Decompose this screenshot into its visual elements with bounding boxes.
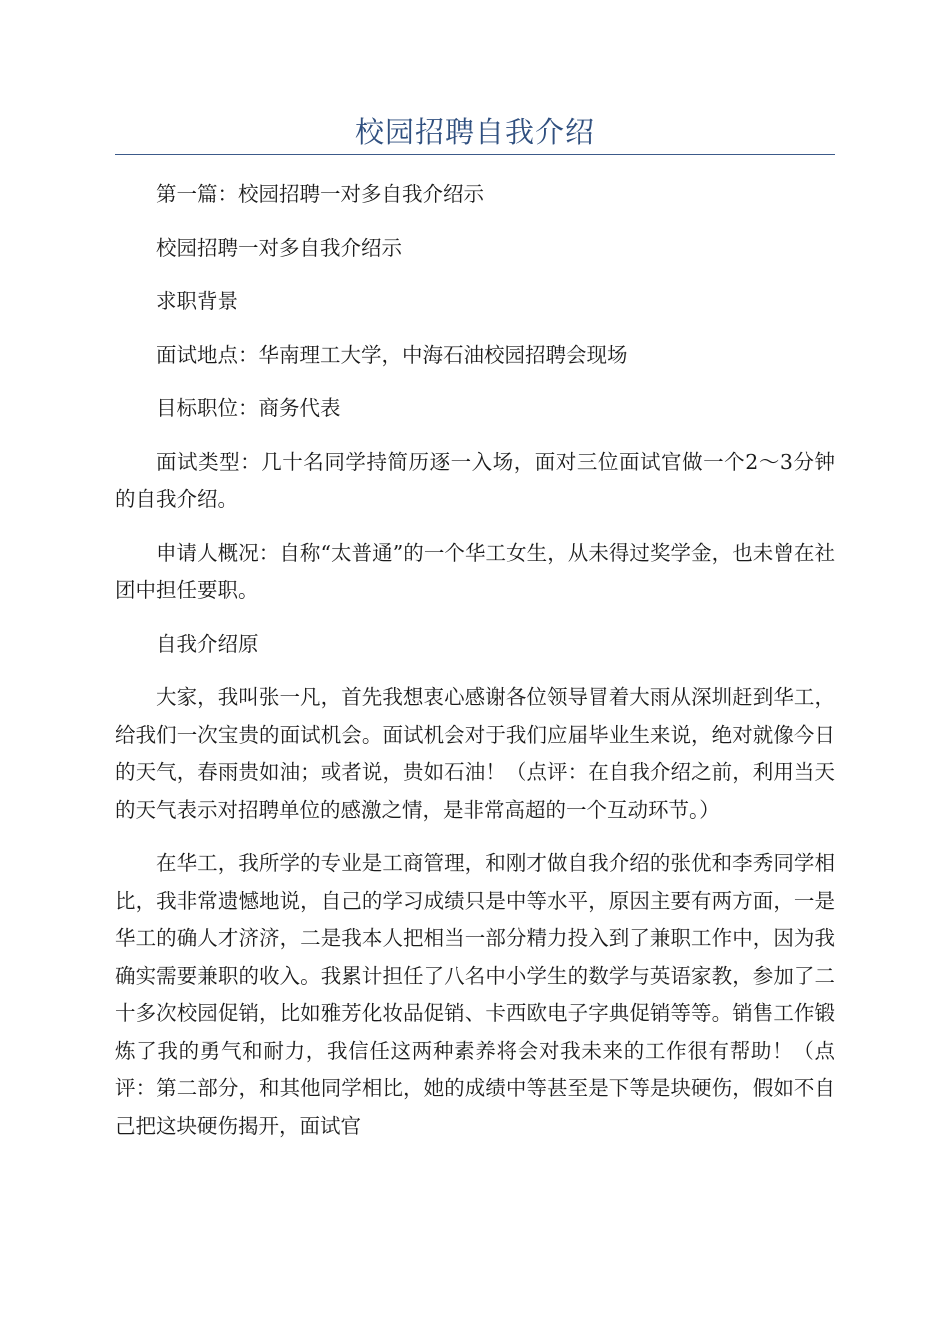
paragraph-self-intro-opening: 大家，我叫张一凡，首先我想衷心感谢各位领导冒着大雨从深圳赶到华工，给我们一次宝贵的面试机会。面试机会对于我们应届毕业生来说，绝对就像今日的天气，春雨贵如油；或者说，贵如石油！（点评：在自我介绍之前，利用当天的天气表示对招聘单位的感激之情，是非常高超的一个互动环节。）	[115, 685, 835, 822]
document-title: 校园招聘自我介绍	[354, 115, 595, 149]
title-underline	[115, 154, 835, 155]
paragraph-target-position: 目标职位：商务代表	[156, 396, 341, 420]
paragraph-background-heading: 求职背景	[156, 289, 238, 313]
paragraph-interview-type: 面试类型：几十名同学持简历逐一入场，面对三位面试官做一个2～3分钟的自我介绍。	[115, 449, 835, 511]
paragraph-applicant-profile: 申请人概况：自称“太普通”的一个华工女生，从未得过奖学金，也未曾在社团中担任要职。	[115, 540, 835, 602]
document-body	[115, 176, 835, 1161]
paragraph-heading-part-one: 第一篇：校园招聘一对多自我介绍示	[156, 182, 484, 206]
paragraph-self-intro-study: 在华工，我所学的专业是工商管理，和刚才做自我介绍的张优和李秀同学相比，我非常遗憾地说，自己的学习成绩只是中等水平，原因主要有两方面，一是华工的确人才济济，二是我本人把相当一部分精力投入到了兼职工作中，因为我确实需要兼职的收入。我累计担任了八名中小学生的数学与英语家教，参加了二十多次校园促销，比如雅芳化妆品促销、卡西欧电子字典促销等等。销售工作锻炼了我的勇气和耐力，我信任这两种素养将会对我未来的工作很有帮助！（点评：第二部分，和其他同学相比，她的成绩中等甚至是下等是块硬伤，假如不自己把这块硬伤揭开，面试官	[115, 851, 835, 1138]
paragraph-subtitle: 校园招聘一对多自我介绍示	[156, 235, 402, 260]
paragraph-self-intro-heading: 自我介绍原	[156, 631, 259, 656]
paragraph-interview-location: 面试地点：华南理工大学，中海石油校园招聘会现场	[156, 342, 628, 367]
